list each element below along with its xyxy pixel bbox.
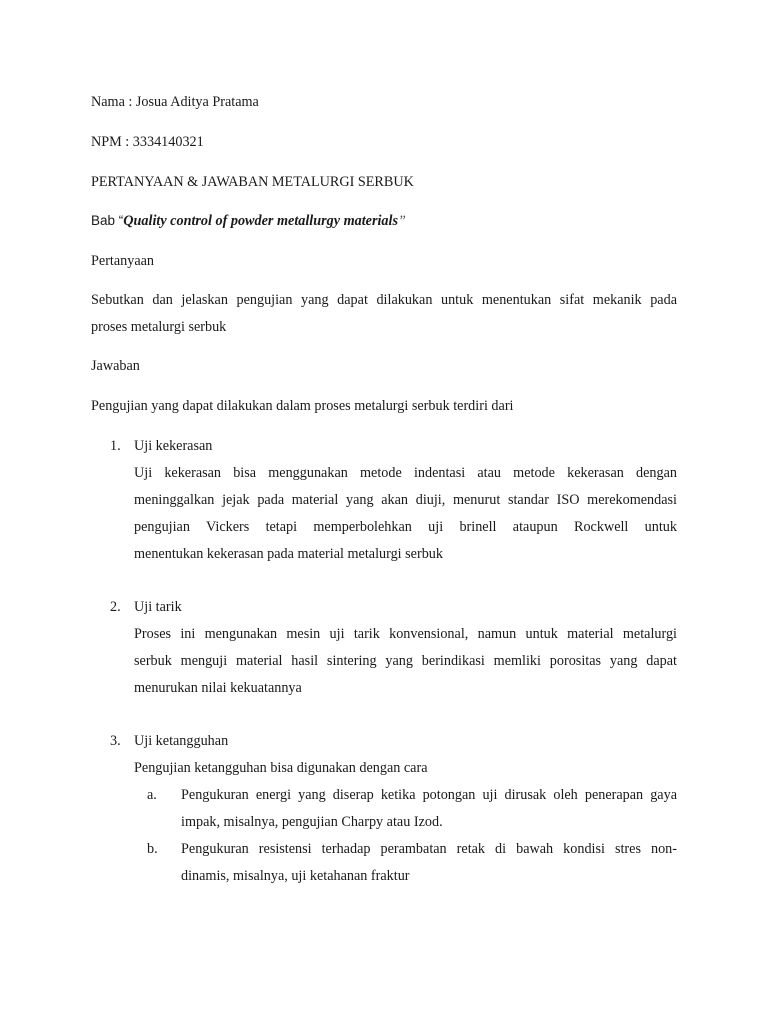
list-item-intro: Pengujian ketangguhan bisa digunakan dengan cara [134,760,428,776]
sublist-line: dinamis, misalnya, uji ketahanan fraktur [181,868,410,884]
list-item-line: Uji kekerasan bisa menggunakan metode indentasi atau metode kekerasan dengan [134,465,677,481]
answer-intro: Pengujian yang dapat dilakukan dalam proses metalurgi serbuk terdiri dari [91,398,514,414]
question-heading: Pertanyaan [91,253,155,269]
question-line: Sebutkan dan jelaskan pengujian yang dapat dilakukan untuk menentukan sifat mekanik pada [91,292,677,308]
list-item-title: Uji ketangguhan [134,733,229,749]
sublist-letter: b. [147,841,158,857]
list-item-line: pengujian Vickers tetapi memperbolehkan uji brinell ataupun Rockwell untuk [134,519,677,535]
answer-heading: Jawaban [91,358,140,374]
sublist-line: Pengukuran energi yang diserap ketika potongan uji dirusak oleh penerapan gaya [181,787,677,803]
list-number: 3. [110,733,121,749]
list-number: 1. [110,438,121,454]
chapter-close-quote: ” [397,213,406,229]
sublist-line: impak, misalnya, pengujian Charpy atau Izod. [181,814,443,830]
student-npm: NPM : 3334140321 [91,134,204,150]
chapter-line [91,212,406,230]
chapter-title: Quality control of powder metallurgy materials [123,213,398,229]
sublist-line: Pengukuran resistensi terhadap perambatan retak di bawah kondisi stres non- [181,841,677,857]
student-name: Nama : Josua Aditya Pratama [91,94,259,110]
list-item-line: meninggalkan jejak pada material yang akan diuji, menurut standar ISO merekomendasi [134,492,677,508]
document-title: PERTANYAAN & JAWABAN METALURGI SERBUK [91,174,414,190]
list-item-line: menentukan kekerasan pada material metalurgi serbuk [134,546,443,562]
question-line: proses metalurgi serbuk [91,319,227,335]
list-item-line: serbuk menguji material hasil sintering yang berindikasi memliki porositas yang dapat [134,653,677,669]
list-item-line: Proses ini mengunakan mesin uji tarik konvensional, namun untuk material metalurgi [134,626,677,642]
list-number: 2. [110,599,121,615]
sublist-letter: a. [147,787,157,803]
list-item-line: menurukan nilai kekuatannya [134,680,302,696]
list-item-title: Uji kekerasan [134,438,213,454]
chapter-prefix: Bab “ [91,213,124,228]
list-item-title: Uji tarik [134,599,182,615]
